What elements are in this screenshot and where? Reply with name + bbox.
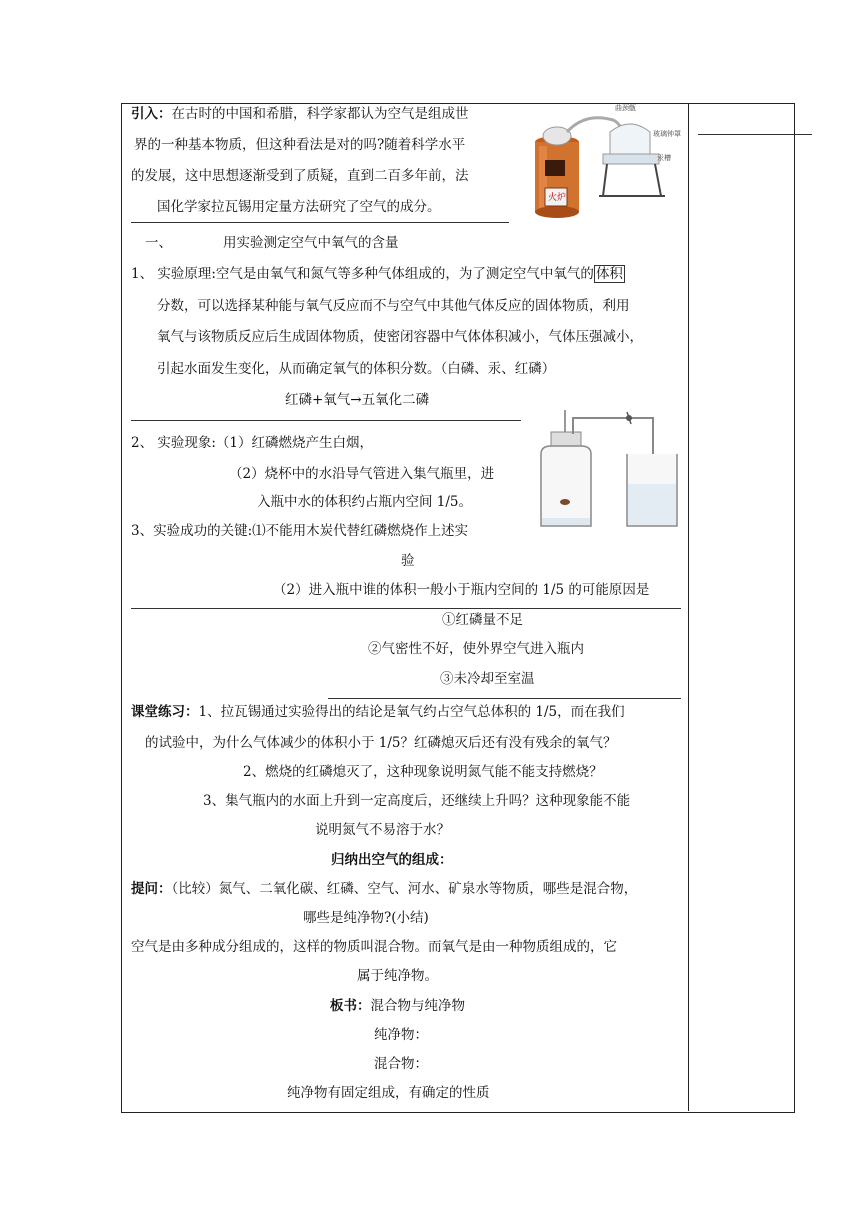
intro-line-1: 引入：在古时的中国和希腊，科学家都认为空气是组成世 xyxy=(131,106,469,122)
retort-label: 曲颈甑 xyxy=(615,104,636,112)
reaction-underline xyxy=(131,420,521,421)
mixture-label: 混合物： xyxy=(374,1056,428,1072)
principle-line-3: 氧气与该物质反应后生成固体物质，使密闭容器中气体体积减小，气体压强减小， xyxy=(157,329,643,345)
gas-bottle-apparatus-figure xyxy=(533,410,683,532)
pure-substance-label: 纯净物： xyxy=(374,1027,428,1043)
practice-line-3: 3、集气瓶内的水面上升到一定高度后，还继续上升吗？这种现象能不能 xyxy=(203,793,631,809)
bell-jar-label: 玻璃钟罩 xyxy=(653,130,681,138)
boxed-term: 体积 xyxy=(595,266,623,282)
practice-question-2: 2、燃烧的红磷熄灭了，这种现象说明氮气能不能支持燃烧？ xyxy=(243,764,603,780)
ask-line-2: 哪些是纯净物?(小结) xyxy=(303,910,429,926)
practice-line-1: 课堂练习：1、拉瓦锡通过实验得出的结论是氧气约占空气总体积的 1/5，而在我们 xyxy=(131,704,625,720)
principle-line-2: 分数，可以选择某种能与氧气反应而不与空气中其他气体反应的固体物质，利用 xyxy=(157,298,630,314)
mercury-trough-label: 汞槽 xyxy=(657,154,671,162)
intro-line-3: 的发展，这中思想逐渐受到了质疑，直到二百多年前，法 xyxy=(131,168,469,184)
phenomenon-line-2: （2）烧杯中的水沿导气管进入集气瓶里，进 xyxy=(229,466,495,482)
reason-3: ③未冷却至室温 xyxy=(440,671,535,687)
lavoisier-apparatus-figure xyxy=(515,104,685,222)
key-underline xyxy=(131,608,681,609)
key-line-1: 3、实验成功的关键:⑴不能用木炭代替红磷燃烧作上述实 xyxy=(131,523,469,539)
reason-2: ②气密性不好，使外界空气进入瓶内 xyxy=(368,641,584,657)
principle-line-1: 1、 实验原理:空气是由氧气和氮气等多种气体组成的，为了测定空气中氧气的 体积 xyxy=(131,266,623,282)
board-note: 板书：混合物与纯净物 xyxy=(330,998,465,1014)
principle-line-4: 引起水面发生变化，从而确定氧气的体积分数。（白磷、汞、红磷） xyxy=(157,361,556,377)
reasons-underline xyxy=(328,698,681,699)
intro-line-2: 界的一种基本物质，但这种看法是对的吗?随着科学水平 xyxy=(134,137,466,153)
furnace-label: 火炉 xyxy=(548,193,567,203)
key-line-2: 验 xyxy=(401,553,415,569)
ask-line-1: 提问：（比较）氮气、二氧化碳、红磷、空气、河水、矿泉水等物质，哪些是混合物， xyxy=(131,881,638,897)
notes-blank-line xyxy=(698,134,812,135)
column-divider xyxy=(688,103,689,1111)
reaction-equation: 红磷+氧气→五氧化二磷 xyxy=(285,392,430,408)
final-statement: 纯净物有固定组成，有确定的性质 xyxy=(287,1085,490,1101)
section-heading: 用实验测定空气中氧气的含量 xyxy=(223,235,399,251)
key-line-3: （2）进入瓶中谁的体积一般小于瓶内空间的 1/5 的可能原因是 xyxy=(273,582,650,598)
practice-line-2: 的试验中，为什么气体减少的体积小于 1/5？红磷熄灭后还有没有残余的氧气？ xyxy=(145,735,617,751)
section-heading-number: 一、 xyxy=(145,235,172,251)
intro-underline xyxy=(131,222,509,223)
explain-line-2: 属于纯净物。 xyxy=(357,968,438,984)
summary-heading: 归纳出空气的组成： xyxy=(331,852,453,868)
reason-1: ①红磷量不足 xyxy=(442,612,523,628)
explain-line-1: 空气是由多种成分组成的，这样的物质叫混合物。而氧气是由一种物质组成的，它 xyxy=(131,939,617,955)
practice-line-4: 说明氮气不易溶于水？ xyxy=(315,822,450,838)
intro-line-4: 国化学家拉瓦锡用定量方法研究了空气的成分。 xyxy=(157,199,441,215)
phenomenon-line-3: 入瓶中水的体积约占瓶内空间 1/5。 xyxy=(257,494,473,510)
phenomenon-line-1: 2、 实验现象:（1）红磷燃烧产生白烟， xyxy=(131,435,374,451)
